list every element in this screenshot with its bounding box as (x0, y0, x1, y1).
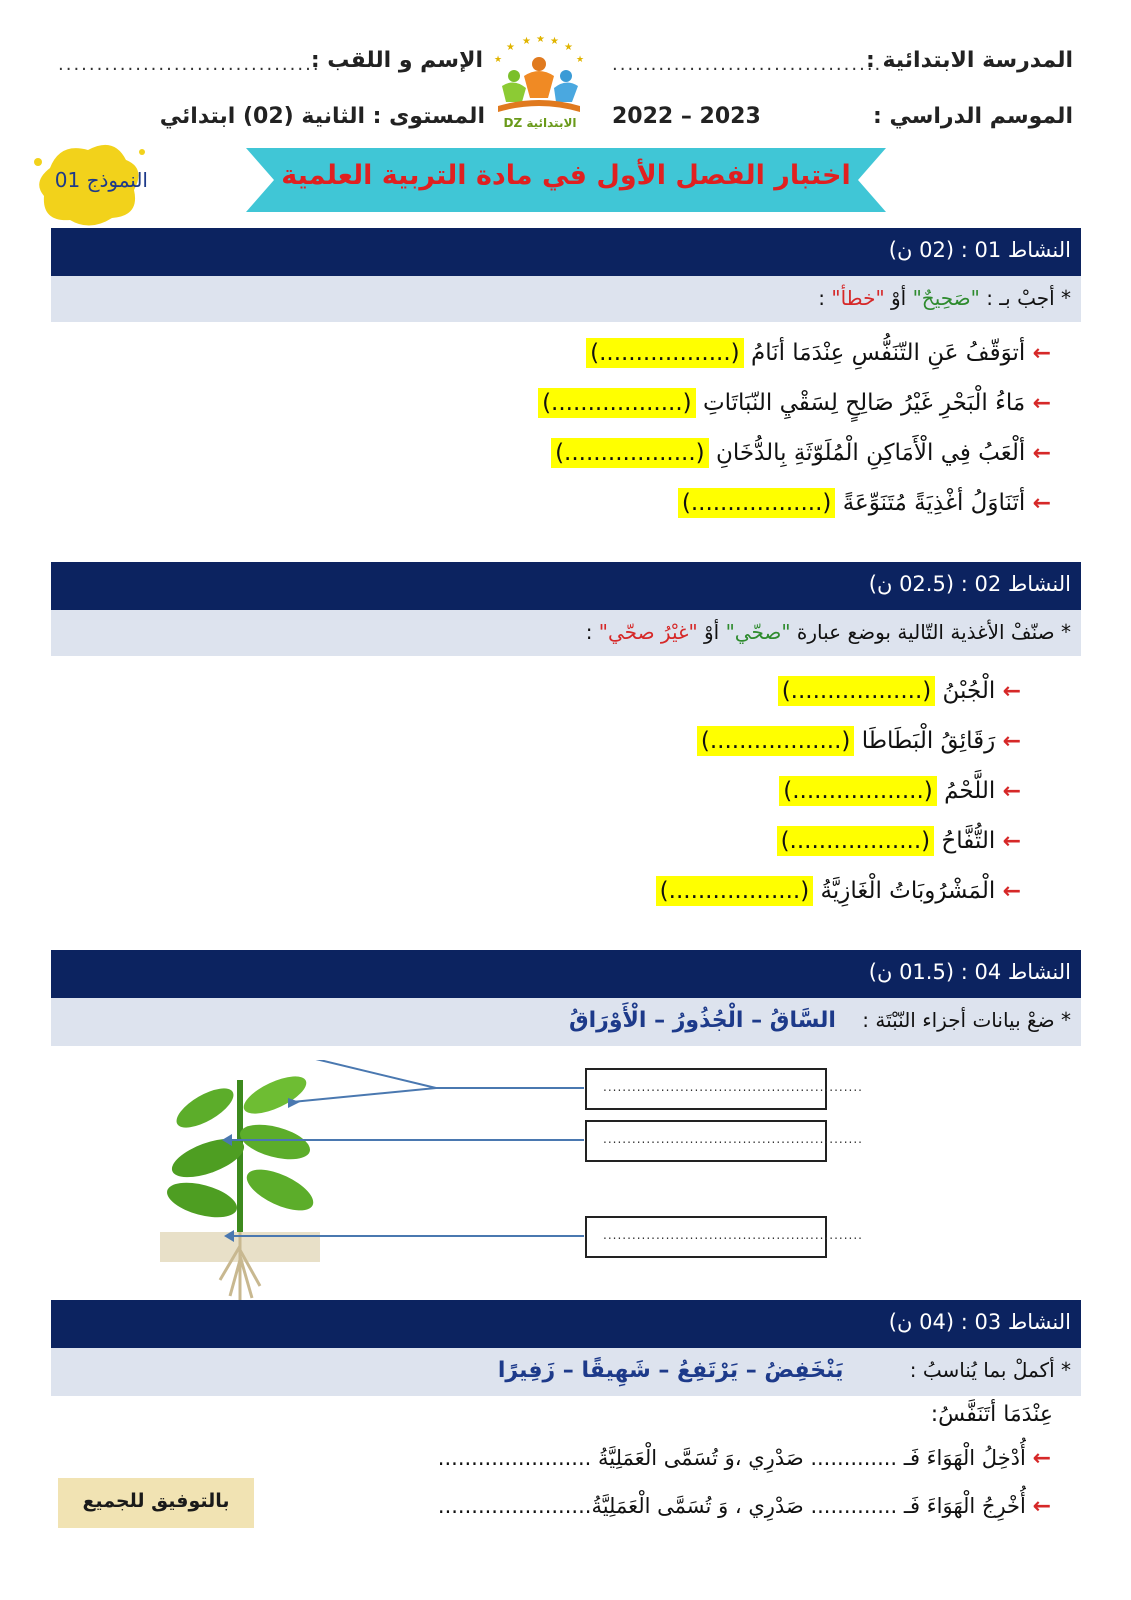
item-text: اللَّحْمُ (944, 778, 996, 804)
list-item (779, 778, 1021, 804)
answer-blank[interactable]: (..................) (779, 776, 937, 806)
fill-line[interactable]: أُدْخِلُ الْهَوَاءَ فَـ ............. صَدْرِي ،وَ تُسَمَّى الْعَمَلِيَّةُ ....................... (437, 1446, 1026, 1470)
activity2-instruction (586, 620, 1071, 644)
activity4-instruction-bar (51, 998, 1081, 1046)
list-item (438, 1494, 1051, 1519)
model-label: النموذج 01 (54, 168, 148, 192)
instr-prefix: * صنّفْ الأغذية التّالية بوضع عبارة (790, 620, 1071, 644)
arrow-left-icon: ← (1002, 779, 1021, 804)
list-item (678, 490, 1051, 516)
activity2-heading: النشاط 02 : (02.5 ن) (868, 572, 1071, 596)
word-unhealthy: "غيْرُ صحّي" (598, 620, 698, 644)
label-box-roots[interactable] (585, 1216, 863, 1258)
activity1-header (51, 228, 1081, 276)
activity1-instruction-bar (51, 276, 1081, 322)
answer-blank[interactable]: (..................) (551, 438, 709, 468)
arrow-left-icon: ← (1032, 441, 1051, 466)
name-label: الإسم و اللقب : (310, 48, 483, 73)
item-text: ألْعَبُ فِي الْأَمَاكِنِ الْمُلَوّثَةِ بِالدُّخَانِ (715, 440, 1026, 466)
word-true: "صَحِيحٌ" (912, 286, 980, 310)
word-or: أوْ (884, 286, 913, 310)
answer-blank[interactable]: (..................) (538, 388, 696, 418)
page-title: اختبار الفصل الأول في مادة التربية العلمية (281, 160, 851, 191)
activity3-instruction-row (498, 1358, 1071, 1383)
label-box-dots: ...................................................... (603, 1132, 863, 1146)
name-field[interactable]: .................................. (58, 54, 321, 75)
school-field[interactable]: ................................... (612, 54, 883, 75)
answer-blank[interactable]: (..................) (656, 876, 814, 906)
footer-text: بالتوفيق للجميع (82, 1490, 230, 1512)
arrow-left-icon: ← (1002, 729, 1021, 754)
item-text: الْمَشْرُوبَاتُ الْغَازِيَّةُ (820, 878, 996, 904)
activity3-heading: النشاط 03 : (04 ن) (888, 1310, 1071, 1334)
school-logo (484, 36, 594, 136)
answer-blank[interactable]: (..................) (778, 676, 936, 706)
word-or: أوْ (697, 620, 726, 644)
svg-text:★: ★ (522, 36, 531, 47)
svg-text:★: ★ (506, 42, 515, 53)
activity3-lead: عِنْدَمَا أتَنَفَّسُ: (930, 1402, 1053, 1427)
instr-suffix: : (585, 620, 599, 644)
activity1-instruction (818, 286, 1071, 310)
arrow-left-icon: ← (1032, 391, 1051, 416)
label-box-leaves[interactable] (585, 1068, 863, 1110)
item-text: التُّفَّاحُ (941, 828, 996, 854)
item-text: رَقَائِقُ الْبَطَاطَا (861, 728, 996, 754)
instr-suffix: : (818, 286, 832, 310)
list-item (538, 390, 1051, 416)
title-banner (246, 148, 886, 212)
list-item (777, 828, 1021, 854)
arrow-left-icon: ← (1032, 491, 1051, 516)
answer-blank[interactable]: (..................) (678, 488, 836, 518)
activity4-word-bank: السَّاقُ – الْجُذُورُ – الْأَوْرَاقُ (568, 1008, 836, 1033)
svg-text:★: ★ (536, 36, 545, 45)
instr-prefix: * أجبْ بـ : (979, 286, 1071, 310)
model-splash (30, 138, 148, 234)
activity1-heading: النشاط 01 : (02 ن) (888, 238, 1071, 262)
school-label: المدرسة الابتدائية : (865, 48, 1073, 73)
list-item (697, 728, 1021, 754)
arrow-left-icon: ← (1032, 1494, 1051, 1519)
arrow-left-icon: ← (1002, 829, 1021, 854)
item-text: مَاءُ الْبَحْرِ غَيْرُ صَالِحٍ لِسَقْيِ النّبَاتَاتِ (702, 390, 1026, 416)
activity3-header (51, 1300, 1081, 1348)
item-text: أتوَقّفُ عَنِ التّنَفُّسِ عِنْدَمَا أنَامُ (750, 340, 1026, 366)
svg-text:★: ★ (550, 36, 559, 47)
activity3-word-bank: يَنْخَفِضُ – يَرْتَفِعُ – شَهِيقًا – زَفِيرًا (497, 1358, 844, 1383)
logo-text: DZ الابتدائية (503, 116, 577, 130)
list-item (551, 440, 1051, 466)
activity4-header (51, 950, 1081, 998)
list-item (778, 678, 1021, 704)
label-box-dots: ...................................................... (603, 1228, 863, 1242)
answer-blank[interactable]: (..................) (777, 826, 935, 856)
footer-tape (58, 1478, 254, 1528)
activity2-header (51, 562, 1081, 610)
season-value: 2022 – 2023 (612, 104, 761, 129)
activity3-instruction-bar (51, 1348, 1081, 1396)
list-item (656, 878, 1021, 904)
list-item (438, 1446, 1051, 1471)
arrow-left-icon: ← (1002, 879, 1021, 904)
label-box-stem[interactable] (585, 1120, 863, 1162)
item-text: أتَنَاوَلُ أغْذِيَةً مُتَنَوِّعَةً (842, 490, 1026, 516)
arrow-left-icon: ← (1002, 679, 1021, 704)
activity3-instruction: * أكملْ بما يُناسبُ : (909, 1358, 1071, 1382)
activity2-instruction-bar (51, 610, 1081, 656)
answer-blank[interactable]: (..................) (586, 338, 744, 368)
level-label: المستوى : الثانية (02) ابتدائي (159, 104, 485, 129)
fill-line[interactable]: أُخْرِجُ الْهَوَاءَ فَـ ............. صَدْرِي ، وَ تُسَمَّى الْعَمَلِيَّةُ....................... (437, 1494, 1026, 1518)
svg-text:★: ★ (494, 55, 503, 65)
arrow-left-icon: ← (1032, 341, 1051, 366)
item-text: الْجُبْنُ (942, 678, 996, 704)
list-item (586, 340, 1051, 366)
arrow-left-icon: ← (1032, 1446, 1051, 1471)
activity4-instruction: * ضعْ بيانات أجزاء النّبْتَة : (862, 1008, 1071, 1032)
activity4-heading: النشاط 04 : (01.5 ن) (868, 960, 1071, 984)
svg-text:★: ★ (564, 42, 573, 53)
answer-blank[interactable]: (..................) (697, 726, 855, 756)
word-healthy: "صحّي" (725, 620, 791, 644)
activity4-instruction-row (569, 1008, 1071, 1033)
svg-text:★: ★ (576, 55, 585, 65)
label-box-dots: ...................................................... (603, 1080, 863, 1094)
season-label: الموسم الدراسي : (873, 104, 1073, 129)
word-false: "خطأ" (831, 286, 885, 310)
